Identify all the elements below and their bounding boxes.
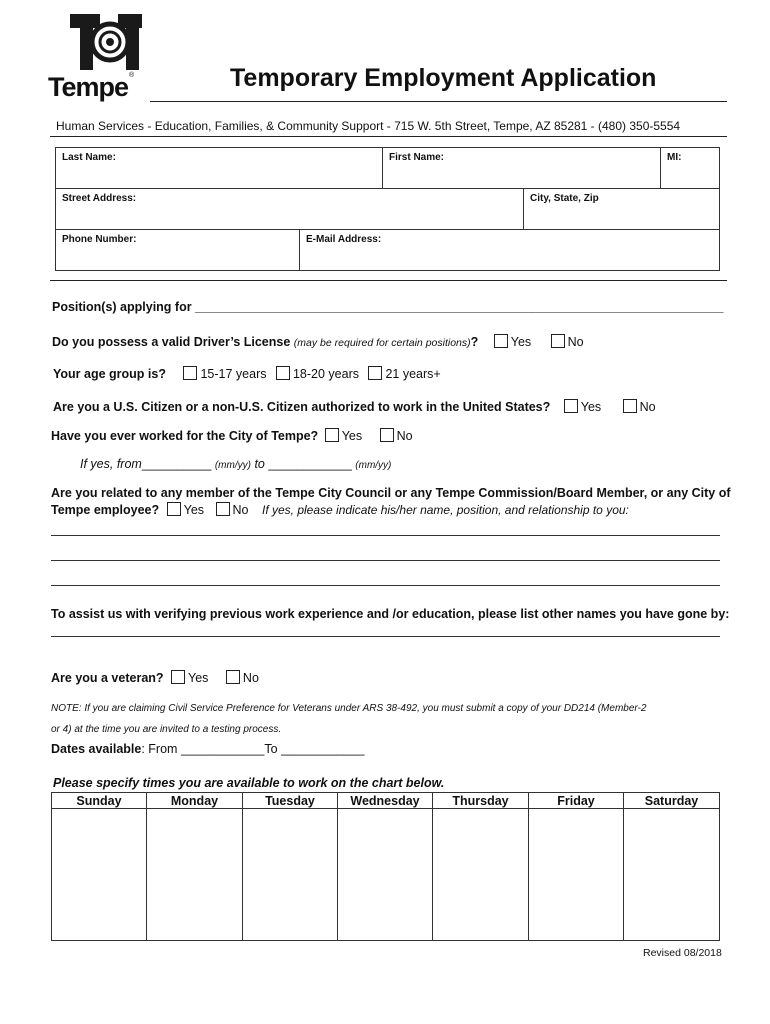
schedule-day-header: Friday <box>529 793 623 809</box>
age-21-plus-checkbox[interactable] <box>368 366 382 380</box>
worked-dates-row: If yes, from__________ (mm/yy) to ____________ (mm/yy) <box>80 457 392 471</box>
last-name-field[interactable]: Last Name: <box>56 148 383 189</box>
page-title: Temporary Employment Application <box>230 64 657 92</box>
related-question-line1: Are you related to any member of the Tempe City Council or any Tempe Commission/Board Member, or any City of <box>51 486 731 500</box>
related-yes-checkbox[interactable] <box>167 502 181 516</box>
veteran-note: NOTE: If you are claiming Civil Service Preference for Veterans under ARS 38-492, you must submit a copy of your DD214 (Member-2 or 4) at the time you are invited to a testing process. <box>51 703 647 735</box>
schedule-column[interactable] <box>338 793 433 940</box>
age-15-17-checkbox[interactable] <box>183 366 197 380</box>
veteran-no-checkbox[interactable] <box>226 670 240 684</box>
dates-to-blank[interactable]: ____________ <box>281 742 365 756</box>
related-answer-line[interactable] <box>51 560 720 561</box>
schedule-day-header: Monday <box>147 793 242 809</box>
related-answer-line[interactable] <box>51 535 720 536</box>
tempe-logo <box>44 12 154 102</box>
tempe-logo-mark-icon <box>66 12 146 74</box>
revised-date: Revised 08/2018 <box>643 947 722 959</box>
license-yes-checkbox[interactable] <box>494 334 508 348</box>
mi-field[interactable]: MI: <box>661 148 719 189</box>
citizen-yes-checkbox[interactable] <box>564 399 578 413</box>
age-18-20-checkbox[interactable] <box>276 366 290 380</box>
worked-to-blank[interactable]: ____________ <box>268 457 352 471</box>
related-no-checkbox[interactable] <box>216 502 230 516</box>
street-address-field[interactable]: Street Address: <box>56 189 524 230</box>
other-names-question: To assist us with verifying previous work experience and /or education, please list other names you have gone by: <box>51 607 730 621</box>
schedule-column[interactable] <box>243 793 338 940</box>
subtitle-rule <box>50 136 727 137</box>
title-rule <box>150 101 727 102</box>
schedule-day-header: Sunday <box>52 793 146 809</box>
schedule-column[interactable] <box>433 793 529 940</box>
related-answer-line[interactable] <box>51 585 720 586</box>
age-question: Your age group is? 15-17 years 18-20 years 21 years+ <box>53 367 441 381</box>
schedule-day-header: Wednesday <box>338 793 432 809</box>
section-rule <box>50 280 727 281</box>
first-name-field[interactable]: First Name: <box>383 148 661 189</box>
logo-wordmark: Tempe® <box>48 72 134 102</box>
license-no-checkbox[interactable] <box>551 334 565 348</box>
citizen-no-checkbox[interactable] <box>623 399 637 413</box>
license-question: Do you possess a valid Driver’s License (may be required for certain positions)? Yes No <box>52 335 584 349</box>
dates-from-blank[interactable]: ____________ <box>180 742 265 756</box>
schedule-column[interactable] <box>147 793 243 940</box>
schedule-column[interactable] <box>624 793 719 940</box>
worked-yes-checkbox[interactable] <box>325 428 339 442</box>
veteran-question: Are you a veteran? Yes No <box>51 671 259 685</box>
schedule-column[interactable] <box>52 793 147 940</box>
dates-available-row: Dates available: From ____________To ____________ <box>51 742 365 756</box>
other-names-answer-line[interactable] <box>51 636 720 637</box>
veteran-yes-checkbox[interactable] <box>171 670 185 684</box>
schedule-day-header: Saturday <box>624 793 719 809</box>
worked-question: Have you ever worked for the City of Tempe? Yes No <box>51 429 413 443</box>
schedule-caption: Please specify times you are available to work on the chart below. <box>53 776 445 790</box>
worked-from-blank[interactable]: __________ <box>141 457 212 471</box>
subtitle: Human Services - Education, Families, & Community Support - 715 W. 5th Street, Tempe, AZ 85281 - (480) 350-5554 <box>56 119 681 133</box>
schedule-day-header: Thursday <box>433 793 528 809</box>
worked-no-checkbox[interactable] <box>380 428 394 442</box>
citizen-question: Are you a U.S. Citizen or a non-U.S. Citizen authorized to work in the United States? Yes No <box>53 400 656 414</box>
email-address-field[interactable]: E-Mail Address: <box>306 234 382 245</box>
schedule-column[interactable] <box>529 793 624 940</box>
phone-number-field[interactable]: Phone Number: <box>56 230 300 270</box>
applicant-info-table <box>55 147 720 271</box>
availability-schedule-table <box>51 792 720 941</box>
related-question-line2: Tempe employee? Yes No If yes, please indicate his/her name, position, and relationship to you: <box>51 503 629 517</box>
city-state-zip-field[interactable]: City, State, Zip <box>524 189 719 230</box>
position-question[interactable]: Position(s) applying for ____________________________________________________________________________ <box>52 300 724 314</box>
schedule-day-header: Tuesday <box>243 793 337 809</box>
